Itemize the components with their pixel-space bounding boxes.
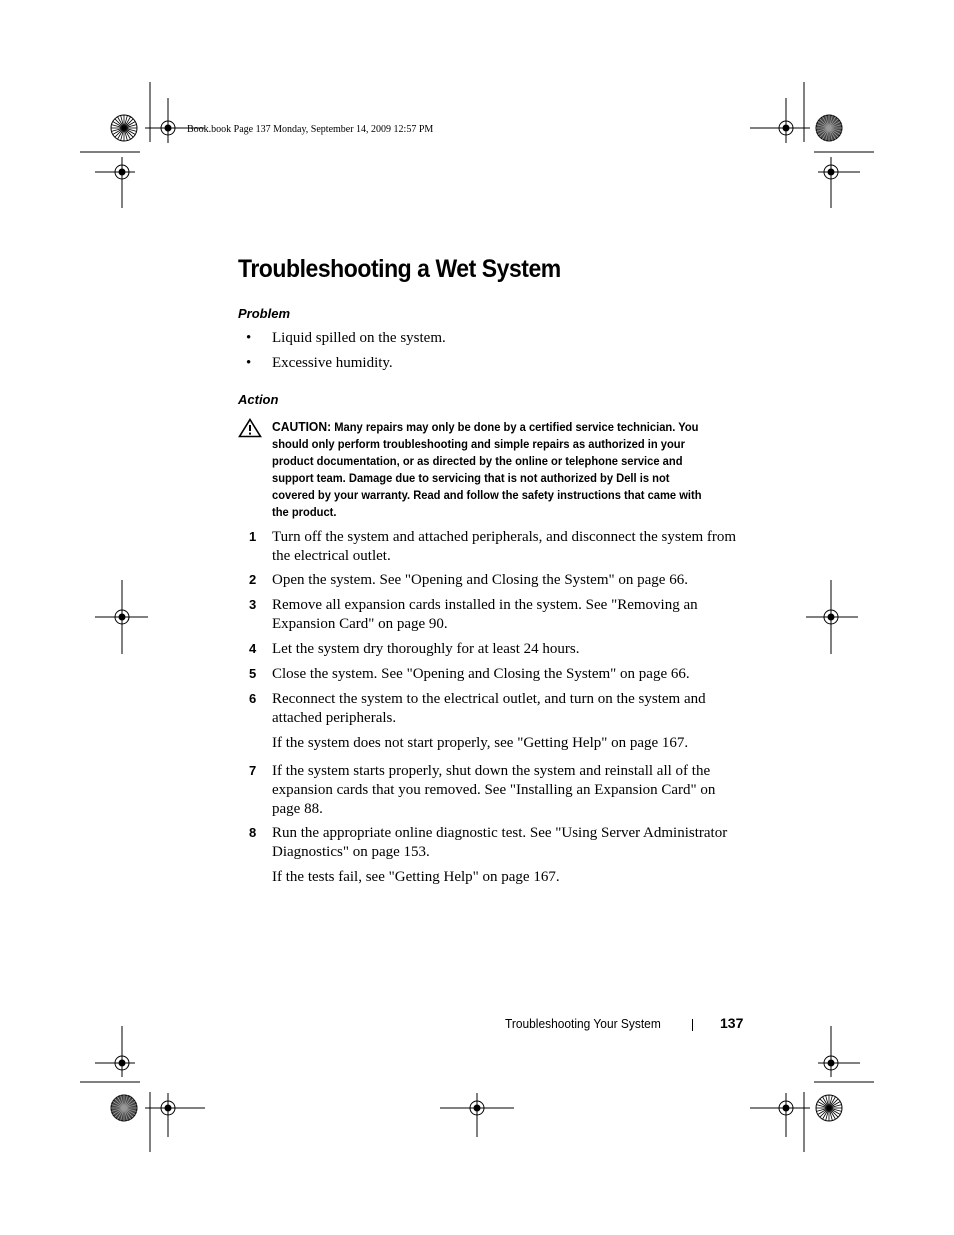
bullet-marker: • bbox=[246, 355, 252, 371]
page-number: 137 bbox=[720, 1015, 744, 1031]
step-text: Reconnect the system to the electrical outlet, and turn on the system and attached peripherals. bbox=[272, 691, 706, 726]
caution-label: CAUTION: bbox=[272, 419, 332, 434]
step-text: Let the system dry thoroughly for at least 24 hours. bbox=[272, 641, 580, 657]
step-note: If the tests fail, see "Getting Help" on page 167. bbox=[272, 869, 560, 885]
step-number: 7 bbox=[249, 763, 257, 778]
step-text: Run the appropriate online diagnostic test. See "Using Server Administrator Diagnostics" on page 153. bbox=[272, 825, 728, 860]
step-text: Turn off the system and attached peripherals, and disconnect the system from the electrical outlet. bbox=[272, 529, 737, 564]
warning-triangle-icon bbox=[238, 418, 262, 438]
step-number: 6 bbox=[249, 691, 257, 706]
step-text: Open the system. See "Opening and Closing the System" on page 66. bbox=[272, 572, 688, 588]
step-text: Close the system. See "Opening and Closing the System" on page 66. bbox=[272, 666, 690, 682]
print-header-meta: Book.book Page 137 Monday, September 14, 2009 12:57 PM bbox=[187, 124, 434, 135]
caution-notice bbox=[272, 418, 709, 521]
footer-separator bbox=[692, 1019, 693, 1031]
step-number: 1 bbox=[249, 529, 257, 544]
problem-item: Liquid spilled on the system. bbox=[272, 330, 446, 346]
page-title: Troubleshooting a Wet System bbox=[238, 255, 561, 283]
color-target-mark bbox=[111, 115, 137, 141]
problem-item: Excessive humidity. bbox=[272, 355, 393, 371]
color-target-mark bbox=[816, 1095, 842, 1121]
step-number: 8 bbox=[249, 825, 257, 840]
step-number: 2 bbox=[249, 572, 257, 587]
footer-section-title: Troubleshooting Your System bbox=[505, 1016, 661, 1031]
color-target-mark bbox=[111, 1095, 137, 1121]
step-text: If the system starts properly, shut down the system and reinstall all of the expansion cards that you removed. See "Installing an Expansion Card" on page 88. bbox=[272, 763, 716, 817]
caution-text: Many repairs may only be done by a certified service technician. You should only perform troubleshooting and simple repairs as authorized in your product documentation, or as directed by the online or telephone service and support team. Damage due to servicing that is not authorized by Dell is not covered by your warranty. Read and follow the safety instructions that came with the product. bbox=[272, 420, 702, 519]
color-target-mark bbox=[816, 115, 842, 141]
step-note: If the system does not start properly, see "Getting Help" on page 167. bbox=[272, 735, 689, 751]
step-text: Remove all expansion cards installed in the system. See "Removing an Expansion Card" on page 90. bbox=[272, 597, 698, 632]
step-number: 3 bbox=[249, 597, 257, 612]
action-heading: Action bbox=[238, 392, 279, 407]
step-number: 4 bbox=[249, 641, 257, 656]
problem-heading: Problem bbox=[238, 306, 291, 321]
bullet-marker: • bbox=[246, 330, 252, 346]
step-number: 5 bbox=[249, 666, 257, 681]
